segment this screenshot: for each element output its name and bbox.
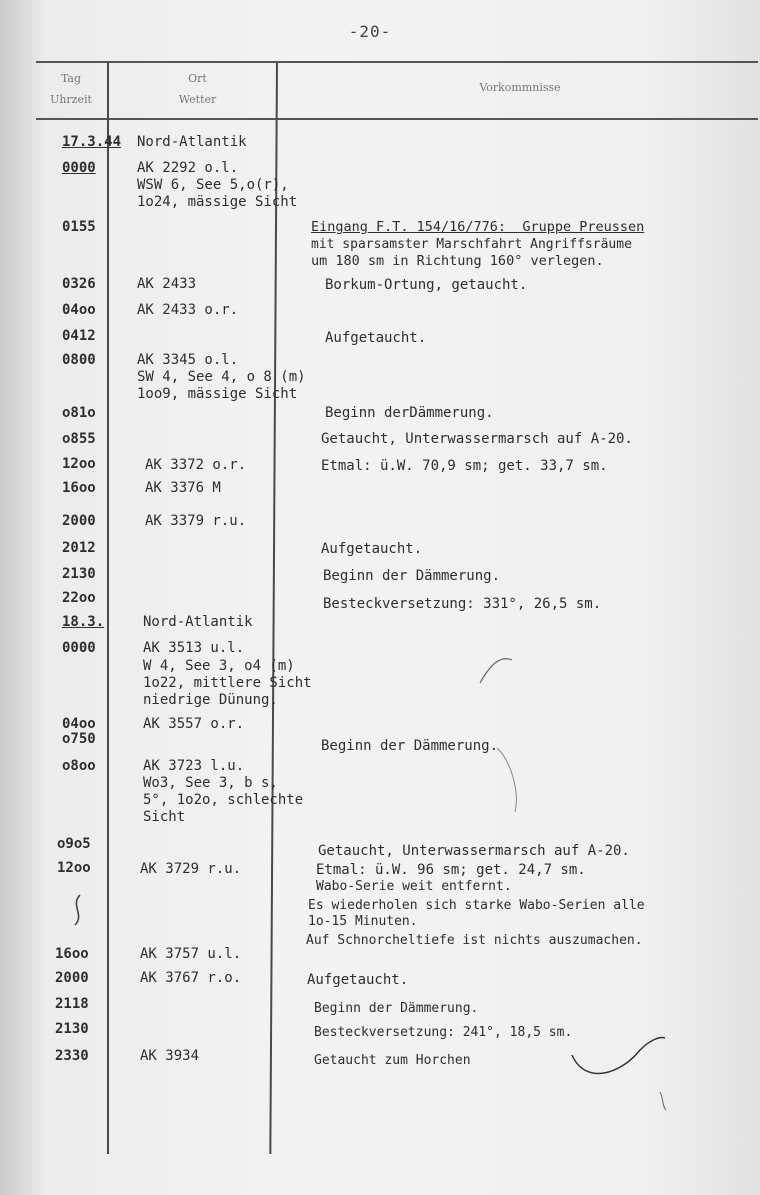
row-event: Getaucht zum Horchen	[314, 1053, 471, 1068]
row-place: AK 3767 r.o.	[140, 970, 242, 986]
row-time: 0412	[62, 328, 96, 344]
row-place: AK 2433	[137, 276, 197, 292]
header-weather: Wetter	[178, 93, 217, 106]
row-event: Aufgetaucht.	[321, 541, 423, 557]
row-place: Nord-Atlantik	[137, 134, 247, 150]
row-time: 04oo	[62, 716, 96, 732]
row-event: Besteckversetzung: 331°, 26,5 sm.	[323, 596, 602, 612]
row-place: AK 3729 r.u.	[140, 861, 242, 877]
row-place: Nord-Atlantik	[143, 614, 253, 630]
row-place: AK 3345 o.l.	[137, 352, 239, 368]
header-place: Ort	[188, 72, 207, 85]
row-time: 2000	[62, 513, 96, 529]
row-place: SW 4, See 4, o 8 (m)	[137, 369, 306, 385]
row-event: Beginn der Dämmerung.	[321, 738, 499, 754]
row-event: Besteckversetzung: 241°, 18,5 sm.	[314, 1025, 573, 1040]
row-time: o81o	[62, 405, 96, 421]
row-time: 16oo	[55, 946, 89, 962]
row-time: 16oo	[62, 480, 96, 496]
row-place: AK 3757 u.l.	[140, 946, 242, 962]
row-event: Es wiederholen sich starke Wabo-Serien alle	[308, 898, 645, 913]
row-time: 0800	[62, 352, 96, 368]
row-time: 2118	[55, 996, 89, 1012]
row-place: 1oo9, mässige Sicht	[137, 386, 298, 402]
row-event: Wabo-Serie weit entfernt.	[316, 879, 512, 894]
row-place: AK 3372 o.r.	[145, 457, 247, 473]
row-event: Getaucht, Unterwassermarsch auf A-20.	[318, 843, 630, 859]
row-time: 12oo	[62, 456, 96, 472]
row-time: 2130	[62, 566, 96, 582]
header-time: Uhrzeit	[50, 93, 92, 106]
row-place: 1o24, mässige Sicht	[137, 194, 298, 210]
row-time: 2000	[55, 970, 89, 986]
row-date: 18.3.	[62, 614, 105, 630]
header-events: Vorkommnisse	[479, 81, 561, 94]
row-place: AK 3934	[140, 1048, 200, 1064]
row-place: 1o22, mittlere Sicht	[143, 675, 312, 691]
row-place: Wo3, See 3, b s,	[143, 775, 278, 791]
row-event: Beginn der Dämmerung.	[323, 568, 501, 584]
row-time: 0000	[62, 160, 96, 176]
row-event: Aufgetaucht.	[307, 972, 409, 988]
row-event: um 180 sm in Richtung 160° verlegen.	[311, 253, 604, 269]
row-event: Beginn derDämmerung.	[325, 405, 494, 421]
row-time: 0155	[62, 219, 96, 235]
row-event: 1o-15 Minuten.	[308, 914, 418, 929]
row-time: o8oo	[62, 758, 96, 774]
row-place: W 4, See 3, o4 (m)	[143, 658, 295, 674]
row-event: Eingang F.T. 154/16/776: Gruppe Preussen	[311, 219, 645, 235]
row-place: AK 3557 o.r.	[143, 716, 245, 732]
row-event: Borkum-Ortung, getaucht.	[325, 277, 528, 293]
row-time: 04oo	[62, 302, 96, 318]
row-time: 0000	[62, 640, 96, 656]
row-time: 0326	[62, 276, 96, 292]
row-place: niedrige Dünung.	[143, 692, 278, 708]
row-time: o9o5	[57, 836, 91, 852]
row-time: o750	[62, 731, 96, 747]
row-date: 17.3.44	[62, 134, 122, 150]
row-time: o855	[62, 431, 96, 447]
row-place: WSW 6, See 5,o(r),	[137, 177, 289, 193]
row-place: AK 3723 l.u.	[143, 758, 245, 774]
row-time: 2012	[62, 540, 96, 556]
row-place: AK 3379 r.u.	[145, 513, 247, 529]
row-event: Getaucht, Unterwassermarsch auf A-20.	[321, 431, 633, 447]
row-event: Beginn der Dämmerung.	[314, 1001, 479, 1016]
row-place: 5°, 1o2o, schlechte	[143, 792, 304, 808]
row-event: mit sparsamster Marschfahrt Angriffsräume	[311, 237, 632, 252]
row-place: AK 2292 o.l.	[137, 160, 239, 176]
row-event: Etmal: ü.W. 96 sm; get. 24,7 sm.	[316, 862, 586, 878]
row-event: Auf Schnorcheltiefe ist nichts auszumachen.	[306, 933, 643, 948]
header-day: Tag	[60, 72, 82, 85]
row-time: 12oo	[57, 860, 91, 876]
page-number: -20-	[348, 22, 392, 41]
row-place: AK 2433 o.r.	[137, 302, 239, 318]
row-place: AK 3513 u.l.	[143, 640, 245, 656]
row-place: AK 3376 M	[145, 480, 221, 496]
row-event: Aufgetaucht.	[325, 330, 427, 346]
row-event: Etmal: ü.W. 70,9 sm; get. 33,7 sm.	[321, 458, 608, 474]
row-time: 2330	[55, 1048, 89, 1064]
row-place: Sicht	[143, 809, 186, 825]
row-time: 22oo	[62, 590, 96, 606]
row-time: 2130	[55, 1021, 89, 1037]
